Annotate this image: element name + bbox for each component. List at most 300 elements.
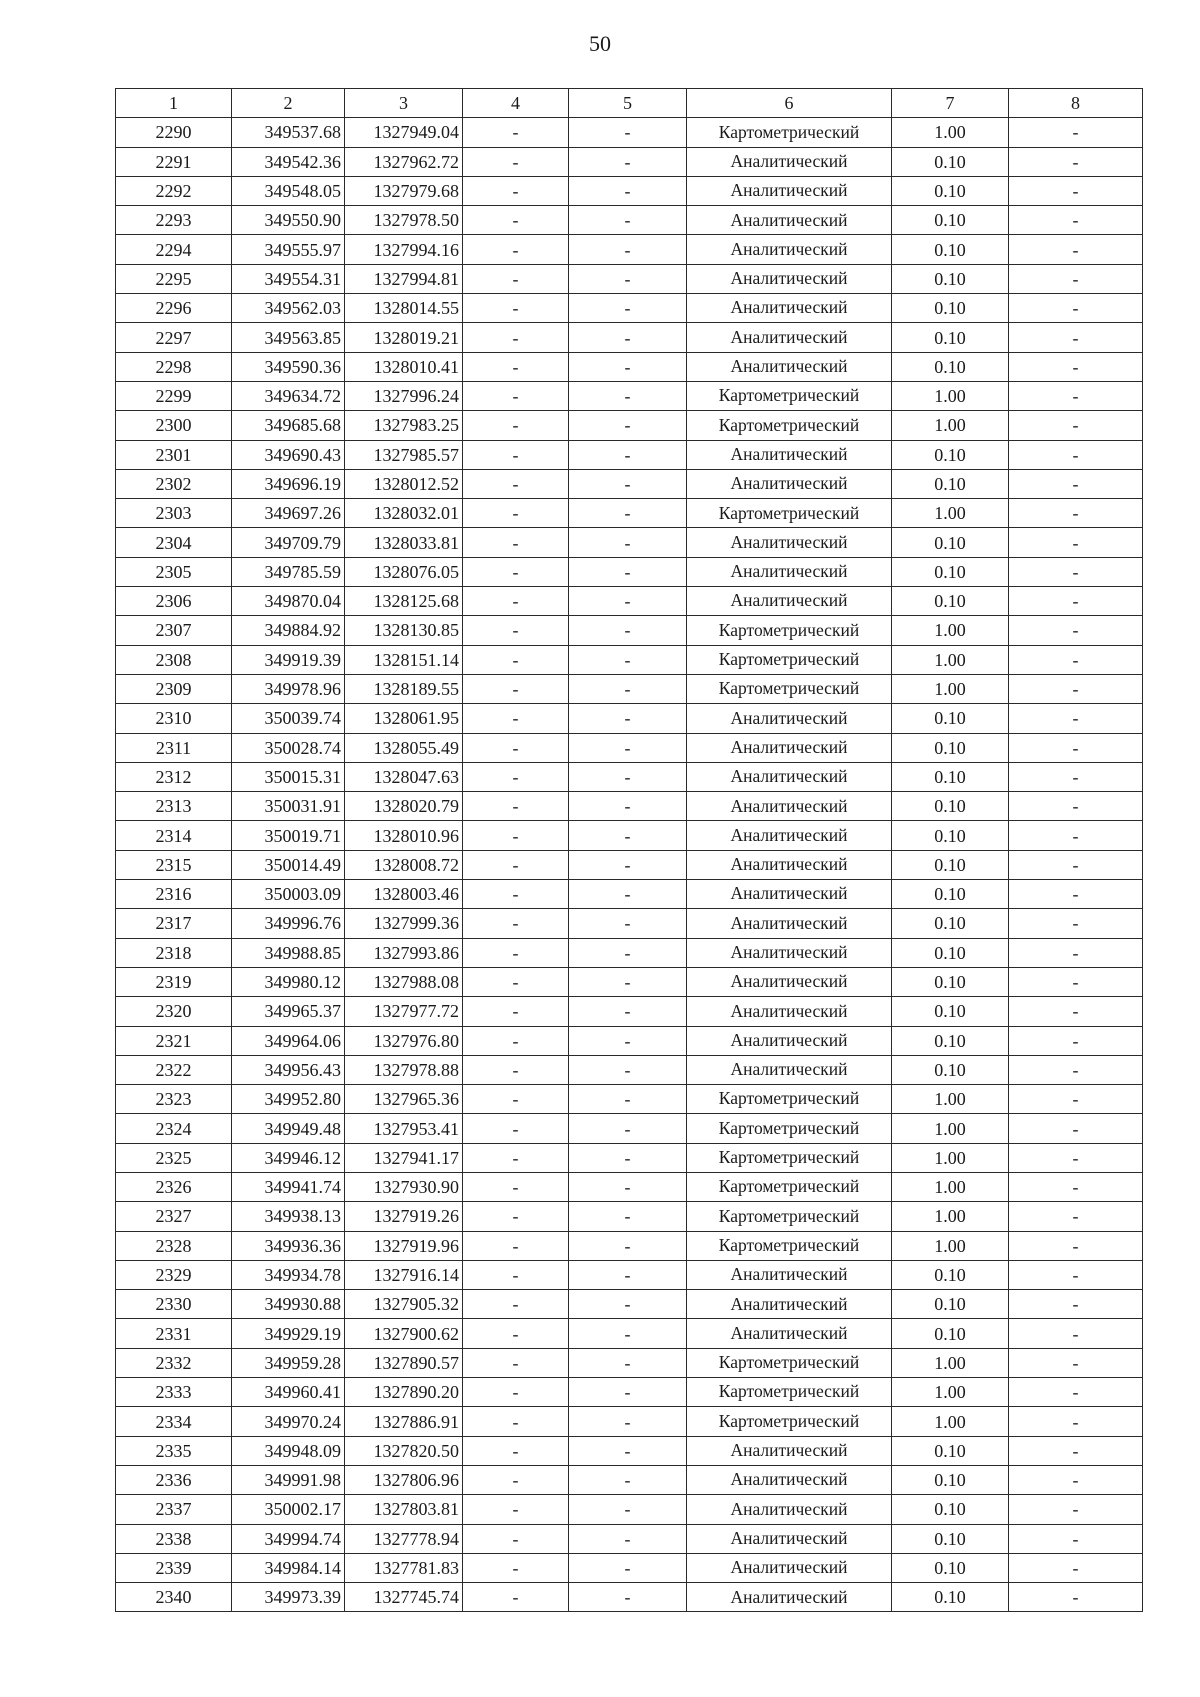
method-cell: Аналитический [687,587,892,616]
column-5-cell: - [569,762,687,791]
method-cell: Аналитический [687,1290,892,1319]
column-5-cell: - [569,118,687,147]
table-row [116,1524,1143,1553]
column-5-cell: - [569,323,687,352]
column-4-cell: - [463,1172,569,1201]
column-4-cell: - [463,528,569,557]
column-8-cell: - [1009,938,1143,967]
method-cell: Аналитический [687,733,892,762]
method-cell: Аналитический [687,469,892,498]
method-cell: Аналитический [687,1524,892,1553]
point-number-cell: 2327 [116,1202,232,1231]
column-header: 3 [345,89,463,118]
point-number-cell: 2333 [116,1378,232,1407]
column-4-cell: - [463,880,569,909]
column-4-cell: - [463,1231,569,1260]
column-4-cell: - [463,557,569,586]
accuracy-cell: 1.00 [892,1378,1009,1407]
column-4-cell: - [463,1290,569,1319]
x-coordinate-cell: 350028.74 [232,733,345,762]
accuracy-cell: 0.10 [892,557,1009,586]
y-coordinate-cell: 1328003.46 [345,880,463,909]
method-cell: Аналитический [687,294,892,323]
method-cell: Аналитический [687,1055,892,1084]
table-row [116,323,1143,352]
table-row [116,997,1143,1026]
point-number-cell: 2334 [116,1407,232,1436]
accuracy-cell: 1.00 [892,1114,1009,1143]
method-cell: Аналитический [687,176,892,205]
table-row [116,1553,1143,1582]
y-coordinate-cell: 1327949.04 [345,118,463,147]
column-4-cell: - [463,616,569,645]
column-header: 5 [569,89,687,118]
y-coordinate-cell: 1327745.74 [345,1583,463,1612]
x-coordinate-cell: 349978.96 [232,674,345,703]
table-row [116,1172,1143,1201]
column-8-cell: - [1009,528,1143,557]
y-coordinate-cell: 1328012.52 [345,469,463,498]
accuracy-cell: 0.10 [892,1319,1009,1348]
column-4-cell: - [463,1055,569,1084]
x-coordinate-cell: 349936.36 [232,1231,345,1260]
accuracy-cell: 0.10 [892,176,1009,205]
point-number-cell: 2291 [116,147,232,176]
column-4-cell: - [463,1378,569,1407]
accuracy-cell: 1.00 [892,645,1009,674]
method-cell: Картометрический [687,1172,892,1201]
column-8-cell: - [1009,1055,1143,1084]
column-8-cell: - [1009,1495,1143,1524]
point-number-cell: 2312 [116,762,232,791]
x-coordinate-cell: 350039.74 [232,704,345,733]
column-8-cell: - [1009,1202,1143,1231]
accuracy-cell: 0.10 [892,147,1009,176]
column-8-cell: - [1009,499,1143,528]
x-coordinate-cell: 349537.68 [232,118,345,147]
table-row [116,1114,1143,1143]
y-coordinate-cell: 1328014.55 [345,294,463,323]
column-5-cell: - [569,733,687,762]
y-coordinate-cell: 1327900.62 [345,1319,463,1348]
point-number-cell: 2295 [116,264,232,293]
method-cell: Картометрический [687,616,892,645]
column-4-cell: - [463,997,569,1026]
table-row [116,1231,1143,1260]
method-cell: Картометрический [687,1143,892,1172]
method-cell: Аналитический [687,1026,892,1055]
column-5-cell: - [569,1465,687,1494]
point-number-cell: 2337 [116,1495,232,1524]
column-4-cell: - [463,1143,569,1172]
table-row [116,352,1143,381]
accuracy-cell: 1.00 [892,1348,1009,1377]
table-row [116,1583,1143,1612]
x-coordinate-cell: 349590.36 [232,352,345,381]
y-coordinate-cell: 1328047.63 [345,762,463,791]
column-8-cell: - [1009,674,1143,703]
column-5-cell: - [569,1583,687,1612]
accuracy-cell: 1.00 [892,1172,1009,1201]
table-row [116,294,1143,323]
column-4-cell: - [463,1465,569,1494]
point-number-cell: 2339 [116,1553,232,1582]
method-cell: Аналитический [687,1553,892,1582]
column-5-cell: - [569,616,687,645]
column-4-cell: - [463,1583,569,1612]
column-4-cell: - [463,235,569,264]
column-8-cell: - [1009,440,1143,469]
column-header: 8 [1009,89,1143,118]
column-5-cell: - [569,411,687,440]
y-coordinate-cell: 1328033.81 [345,528,463,557]
column-header: 1 [116,89,232,118]
column-8-cell: - [1009,880,1143,909]
column-8-cell: - [1009,176,1143,205]
column-5-cell: - [569,557,687,586]
x-coordinate-cell: 349991.98 [232,1465,345,1494]
point-number-cell: 2293 [116,206,232,235]
column-5-cell: - [569,440,687,469]
column-8-cell: - [1009,1085,1143,1114]
y-coordinate-cell: 1327983.25 [345,411,463,440]
column-8-cell: - [1009,1319,1143,1348]
column-8-cell: - [1009,1348,1143,1377]
point-number-cell: 2314 [116,821,232,850]
column-5-cell: - [569,704,687,733]
column-5-cell: - [569,1202,687,1231]
table-row [116,938,1143,967]
method-cell: Картометрический [687,411,892,440]
column-4-cell: - [463,381,569,410]
point-number-cell: 2294 [116,235,232,264]
method-cell: Аналитический [687,792,892,821]
column-4-cell: - [463,294,569,323]
x-coordinate-cell: 349929.19 [232,1319,345,1348]
accuracy-cell: 1.00 [892,616,1009,645]
table-row [116,557,1143,586]
column-4-cell: - [463,1407,569,1436]
y-coordinate-cell: 1327962.72 [345,147,463,176]
column-4-cell: - [463,469,569,498]
x-coordinate-cell: 350031.91 [232,792,345,821]
column-8-cell: - [1009,469,1143,498]
column-5-cell: - [569,206,687,235]
accuracy-cell: 0.10 [892,967,1009,996]
column-5-cell: - [569,1231,687,1260]
y-coordinate-cell: 1327890.20 [345,1378,463,1407]
column-4-cell: - [463,264,569,293]
x-coordinate-cell: 349956.43 [232,1055,345,1084]
y-coordinate-cell: 1327978.88 [345,1055,463,1084]
method-cell: Картометрический [687,674,892,703]
point-number-cell: 2315 [116,850,232,879]
y-coordinate-cell: 1328019.21 [345,323,463,352]
point-number-cell: 2300 [116,411,232,440]
column-8-cell: - [1009,557,1143,586]
point-number-cell: 2313 [116,792,232,821]
column-4-cell: - [463,762,569,791]
column-5-cell: - [569,1319,687,1348]
y-coordinate-cell: 1327985.57 [345,440,463,469]
point-number-cell: 2319 [116,967,232,996]
y-coordinate-cell: 1327803.81 [345,1495,463,1524]
method-cell: Аналитический [687,1495,892,1524]
method-cell: Аналитический [687,1465,892,1494]
column-8-cell: - [1009,1465,1143,1494]
column-5-cell: - [569,1055,687,1084]
table-row [116,1319,1143,1348]
x-coordinate-cell: 349988.85 [232,938,345,967]
accuracy-cell: 0.10 [892,909,1009,938]
column-4-cell: - [463,1114,569,1143]
accuracy-cell: 0.10 [892,1026,1009,1055]
table-row [116,704,1143,733]
method-cell: Аналитический [687,1260,892,1289]
method-cell: Картометрический [687,1202,892,1231]
x-coordinate-cell: 349930.88 [232,1290,345,1319]
accuracy-cell: 0.10 [892,440,1009,469]
table-row [116,909,1143,938]
column-header: 2 [232,89,345,118]
column-5-cell: - [569,147,687,176]
point-number-cell: 2309 [116,674,232,703]
column-8-cell: - [1009,1231,1143,1260]
accuracy-cell: 0.10 [892,235,1009,264]
point-number-cell: 2302 [116,469,232,498]
point-number-cell: 2296 [116,294,232,323]
point-number-cell: 2292 [116,176,232,205]
column-8-cell: - [1009,1524,1143,1553]
column-5-cell: - [569,850,687,879]
table-row [116,967,1143,996]
table-row [116,206,1143,235]
method-cell: Аналитический [687,967,892,996]
table-row [116,616,1143,645]
x-coordinate-cell: 349919.39 [232,645,345,674]
x-coordinate-cell: 349697.26 [232,499,345,528]
column-4-cell: - [463,1436,569,1465]
column-4-cell: - [463,1553,569,1582]
table-header-row [116,89,1143,118]
table-row [116,1055,1143,1084]
accuracy-cell: 0.10 [892,704,1009,733]
accuracy-cell: 1.00 [892,381,1009,410]
point-number-cell: 2303 [116,499,232,528]
x-coordinate-cell: 350003.09 [232,880,345,909]
y-coordinate-cell: 1327988.08 [345,967,463,996]
column-5-cell: - [569,264,687,293]
column-5-cell: - [569,1553,687,1582]
method-cell: Картометрический [687,381,892,410]
accuracy-cell: 1.00 [892,118,1009,147]
column-5-cell: - [569,1348,687,1377]
point-number-cell: 2305 [116,557,232,586]
method-cell: Аналитический [687,264,892,293]
table-row [116,264,1143,293]
x-coordinate-cell: 349960.41 [232,1378,345,1407]
column-4-cell: - [463,323,569,352]
column-8-cell: - [1009,352,1143,381]
table-row [116,733,1143,762]
x-coordinate-cell: 349542.36 [232,147,345,176]
x-coordinate-cell: 349634.72 [232,381,345,410]
column-8-cell: - [1009,1172,1143,1201]
column-4-cell: - [463,1524,569,1553]
x-coordinate-cell: 349685.68 [232,411,345,440]
y-coordinate-cell: 1327806.96 [345,1465,463,1494]
table-row [116,1202,1143,1231]
table-row [116,1260,1143,1289]
x-coordinate-cell: 349946.12 [232,1143,345,1172]
column-5-cell: - [569,1290,687,1319]
x-coordinate-cell: 349965.37 [232,997,345,1026]
method-cell: Картометрический [687,1407,892,1436]
method-cell: Аналитический [687,440,892,469]
point-number-cell: 2336 [116,1465,232,1494]
method-cell: Аналитический [687,323,892,352]
column-4-cell: - [463,1202,569,1231]
y-coordinate-cell: 1328020.79 [345,792,463,821]
method-cell: Аналитический [687,704,892,733]
x-coordinate-cell: 349554.31 [232,264,345,293]
y-coordinate-cell: 1328032.01 [345,499,463,528]
table-row [116,1026,1143,1055]
accuracy-cell: 1.00 [892,1407,1009,1436]
method-cell: Аналитический [687,528,892,557]
column-8-cell: - [1009,850,1143,879]
column-8-cell: - [1009,587,1143,616]
column-5-cell: - [569,1407,687,1436]
accuracy-cell: 0.10 [892,352,1009,381]
y-coordinate-cell: 1327978.50 [345,206,463,235]
x-coordinate-cell: 349970.24 [232,1407,345,1436]
y-coordinate-cell: 1327919.96 [345,1231,463,1260]
column-4-cell: - [463,1319,569,1348]
y-coordinate-cell: 1327778.94 [345,1524,463,1553]
column-4-cell: - [463,1495,569,1524]
x-coordinate-cell: 350019.71 [232,821,345,850]
column-5-cell: - [569,821,687,850]
column-5-cell: - [569,938,687,967]
method-cell: Аналитический [687,147,892,176]
point-number-cell: 2335 [116,1436,232,1465]
accuracy-cell: 0.10 [892,1553,1009,1582]
column-5-cell: - [569,176,687,205]
y-coordinate-cell: 1327916.14 [345,1260,463,1289]
accuracy-cell: 0.10 [892,880,1009,909]
x-coordinate-cell: 349959.28 [232,1348,345,1377]
column-8-cell: - [1009,616,1143,645]
accuracy-cell: 0.10 [892,1260,1009,1289]
column-8-cell: - [1009,118,1143,147]
column-8-cell: - [1009,1407,1143,1436]
column-8-cell: - [1009,1553,1143,1582]
column-4-cell: - [463,440,569,469]
point-number-cell: 2299 [116,381,232,410]
column-4-cell: - [463,1026,569,1055]
column-header: 7 [892,89,1009,118]
column-8-cell: - [1009,733,1143,762]
table-row [116,587,1143,616]
y-coordinate-cell: 1328010.96 [345,821,463,850]
table-row [116,1085,1143,1114]
accuracy-cell: 0.10 [892,264,1009,293]
table-row [116,440,1143,469]
table-row [116,1436,1143,1465]
column-5-cell: - [569,674,687,703]
y-coordinate-cell: 1327996.24 [345,381,463,410]
y-coordinate-cell: 1327820.50 [345,1436,463,1465]
column-8-cell: - [1009,909,1143,938]
y-coordinate-cell: 1328061.95 [345,704,463,733]
table-row [116,1465,1143,1494]
column-8-cell: - [1009,235,1143,264]
x-coordinate-cell: 350002.17 [232,1495,345,1524]
column-4-cell: - [463,587,569,616]
column-4-cell: - [463,674,569,703]
x-coordinate-cell: 349548.05 [232,176,345,205]
accuracy-cell: 1.00 [892,499,1009,528]
column-4-cell: - [463,938,569,967]
x-coordinate-cell: 349996.76 [232,909,345,938]
column-4-cell: - [463,850,569,879]
y-coordinate-cell: 1327994.81 [345,264,463,293]
method-cell: Аналитический [687,557,892,586]
x-coordinate-cell: 349563.85 [232,323,345,352]
column-5-cell: - [569,352,687,381]
accuracy-cell: 0.10 [892,294,1009,323]
column-8-cell: - [1009,1378,1143,1407]
column-5-cell: - [569,469,687,498]
column-5-cell: - [569,909,687,938]
accuracy-cell: 0.10 [892,1465,1009,1494]
point-number-cell: 2316 [116,880,232,909]
y-coordinate-cell: 1327905.32 [345,1290,463,1319]
column-5-cell: - [569,1114,687,1143]
method-cell: Аналитический [687,997,892,1026]
method-cell: Аналитический [687,850,892,879]
column-8-cell: - [1009,792,1143,821]
column-8-cell: - [1009,762,1143,791]
y-coordinate-cell: 1327993.86 [345,938,463,967]
table-row [116,821,1143,850]
point-number-cell: 2331 [116,1319,232,1348]
x-coordinate-cell: 349562.03 [232,294,345,323]
accuracy-cell: 0.10 [892,1495,1009,1524]
point-number-cell: 2298 [116,352,232,381]
x-coordinate-cell: 349948.09 [232,1436,345,1465]
table-row [116,528,1143,557]
column-5-cell: - [569,235,687,264]
column-5-cell: - [569,1436,687,1465]
column-8-cell: - [1009,967,1143,996]
column-5-cell: - [569,1260,687,1289]
accuracy-cell: 1.00 [892,1202,1009,1231]
column-8-cell: - [1009,1583,1143,1612]
method-cell: Картометрический [687,499,892,528]
accuracy-cell: 0.10 [892,733,1009,762]
table-row [116,1495,1143,1524]
point-number-cell: 2310 [116,704,232,733]
x-coordinate-cell: 349870.04 [232,587,345,616]
accuracy-cell: 1.00 [892,674,1009,703]
accuracy-cell: 0.10 [892,528,1009,557]
point-number-cell: 2330 [116,1290,232,1319]
column-4-cell: - [463,118,569,147]
y-coordinate-cell: 1328076.05 [345,557,463,586]
column-8-cell: - [1009,1260,1143,1289]
